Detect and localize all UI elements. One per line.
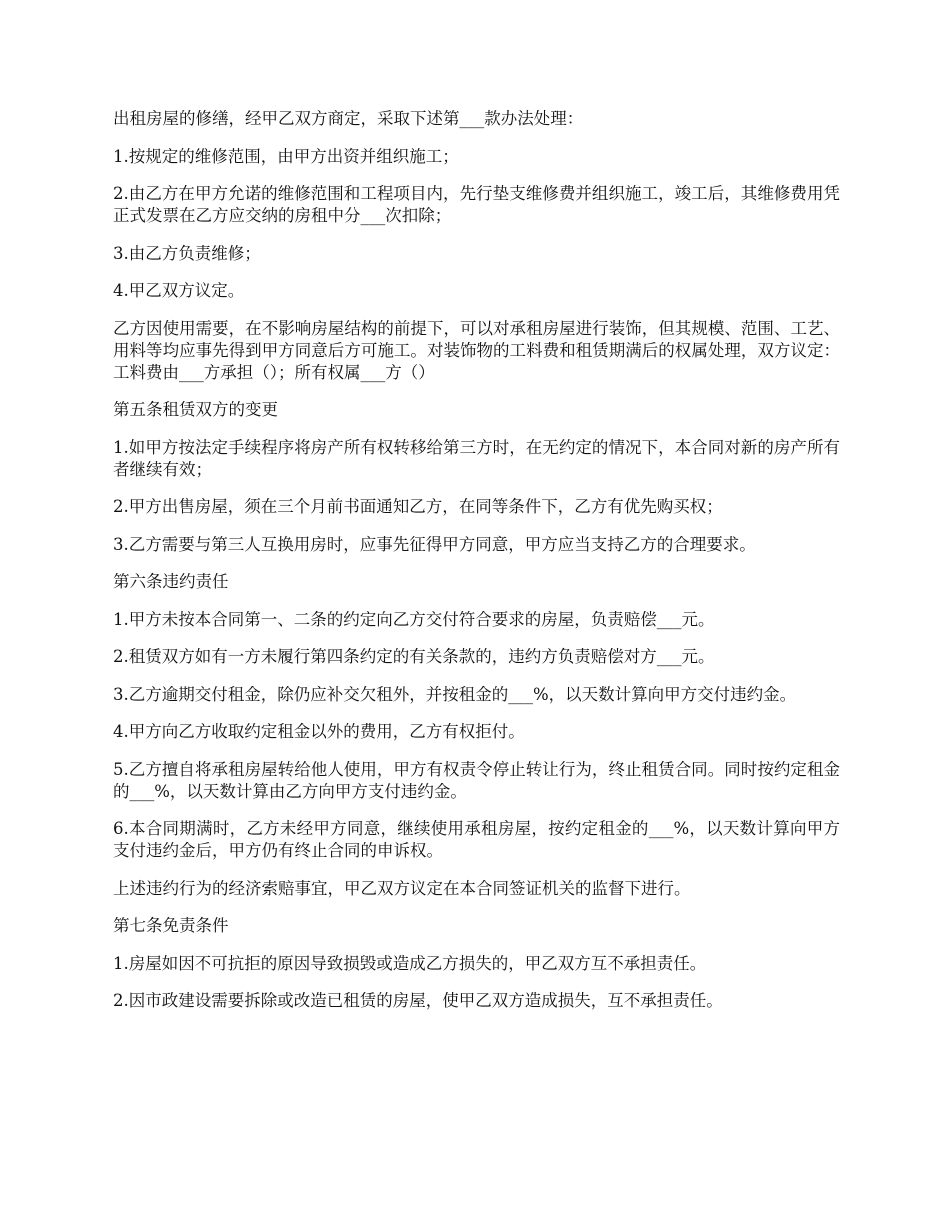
decoration-clause: 乙方因使用需要，在不影响房屋结构的前提下，可以对承租房屋进行装饰，但其规模、范围、工艺、用料等均应事先得到甲方同意后方可施工。对装饰物的工料费和租赁期满后的权属处理，双方议定：工料费由___方承担（）；所有权属___方（）	[113, 318, 840, 382]
article-5-item-3: 3.乙方需要与第三人互换用房时，应事先征得甲方同意，甲方应当支持乙方的合理要求。	[113, 534, 756, 554]
article-6-item-6: 6.本合同期满时，乙方未经甲方同意，继续使用承租房屋，按约定租金的___%，以天数计算向甲方支付违约金后，甲方仍有终止合同的申诉权。	[113, 819, 840, 860]
article-6-item-1: 1.甲方未按本合同第一、二条的约定向乙方交付符合要求的房屋，负责赔偿___元。	[113, 609, 715, 629]
repair-method-intro: 出租房屋的修缮，经甲乙双方商定，采取下述第___款办法处理：	[113, 109, 584, 128]
article-6-item-2: 2.租赁双方如有一方未履行第四条约定的有关条款的，违约方负责赔偿对方___元。	[113, 647, 715, 666]
article-6-item-3: 3.乙方逾期交付租金，除仍应补交欠租外，并按租金的___%，以天数计算向甲方交付违约金。	[113, 684, 797, 704]
section-heading-article-7: 第七条免责条件	[113, 916, 229, 935]
article-6-item-4: 4.甲方向乙方收取约定租金以外的费用，乙方有权拒付。	[113, 722, 525, 741]
article-7-item-2: 2.因市政建设需要拆除或改造已租赁的房屋，使甲乙双方造成损失，互不承担责任。	[113, 991, 723, 1010]
document-page	[113, 108, 840, 1028]
repair-option-1: 1.按规定的维修范围，由甲方出资并组织施工；	[113, 146, 459, 166]
article-6-closing: 上述违约行为的经济索赔事宜，甲乙双方议定在本合同签证机关的监督下进行。	[113, 878, 691, 898]
repair-option-2: 2.由乙方在甲方允诺的维修范围和工程项目内，先行垫支维修费并组织施工，竣工后，其维修费用凭正式发票在乙方应交纳的房租中分___次扣除；	[113, 184, 840, 225]
article-7-item-1: 1.房屋如因不可抗拒的原因导致损毁或造成乙方损失的，甲乙双方互不承担责任。	[113, 953, 707, 973]
article-6-item-5: 5.乙方擅自将承租房屋转给他人使用，甲方有权责令停止转让行为，终止租赁合同。同时按约定租金的___%，以天数计算由乙方向甲方支付违约金。	[113, 759, 840, 801]
section-heading-article-5: 第五条租赁双方的变更	[113, 400, 278, 419]
section-heading-article-6: 第六条违约责任	[113, 572, 229, 591]
repair-option-4: 4.甲乙双方议定。	[113, 281, 245, 300]
article-5-item-2: 2.甲方出售房屋，须在三个月前书面通知乙方，在同等条件下，乙方有优先购买权；	[113, 497, 723, 516]
article-5-item-1: 1.如甲方按法定手续程序将房产所有权转移给第三方时，在无约定的情况下，本合同对新的房产所有者继续有效；	[113, 437, 840, 479]
repair-option-3: 3.由乙方负责维修；	[113, 243, 261, 263]
